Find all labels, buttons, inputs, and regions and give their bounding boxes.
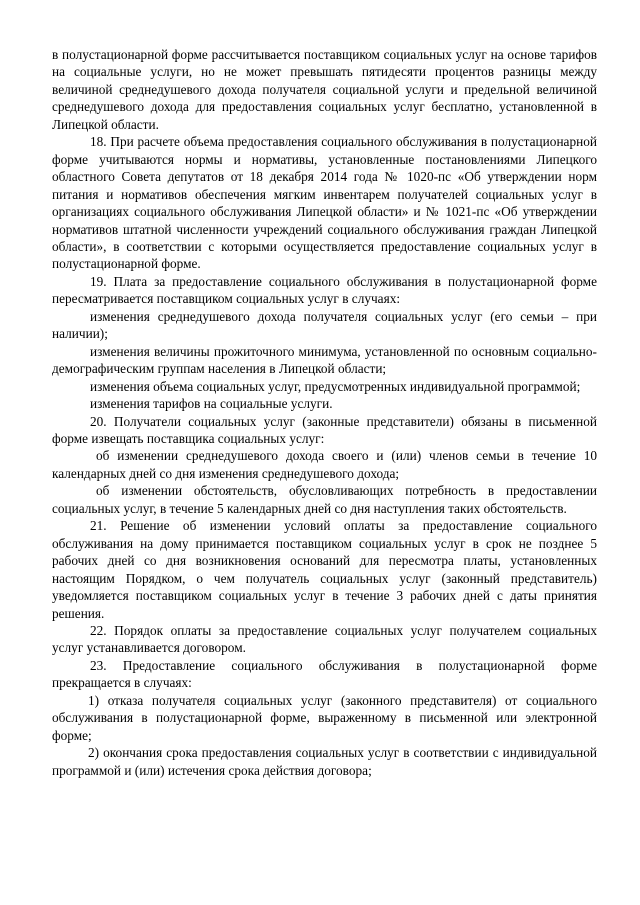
paragraph-19-item-tariffs: изменения тарифов на социальные услуги. [90, 396, 333, 412]
paragraph-19: 19. Плата за предоставление социального обслуживания в полустационарной форме пересматривается поставщиком социальных услуг в случаях: [52, 273, 597, 307]
paragraph-22: 22. Порядок оплаты за предоставление социальных услуг получателем социальных услуг устанавливается договором. [52, 622, 597, 656]
paragraph-20-item-income: об изменении среднедушевого дохода своего и (или) членов семьи в течение 10 календарных дней со дня изменения среднедушевого дохода; [52, 448, 597, 481]
paragraph-23-item-1: 1) отказа получателя социальных услуг (законного представителя) от социального обслуживания в полустационарной форме, выраженному в письменной или электронной форме; [52, 692, 597, 743]
paragraph-continuation: в полустационарной форме рассчитывается поставщиком социальных услуг на основе тарифов на социальные услуги, но не может превышать пятидесяти процентов разницы между величиной среднедушевого дохода получателя социальной услуги и предельной величиной среднедушевого дохода для предоставления социальных услуг бесплатно, установленной в Липецкой области. [52, 47, 597, 132]
paragraph-19-item-minimum: изменения величины прожиточного минимума, установленной по основным социально-демографическим группам населения в Липецкой области; [52, 343, 597, 377]
paragraph-20: 20. Получатели социальных услуг (законные представители) обязаны в письменной форме извещать поставщика социальных услуг: [52, 413, 597, 446]
paragraph-23-item-2: 2) окончания срока предоставления социальных услуг в соответствии с индивидуальной программой и (или) истечения срока действия договора; [52, 745, 597, 778]
paragraph-19-item-income: изменения среднедушевого дохода получателя социальных услуг (его семьи – при наличии); [52, 308, 597, 342]
paragraph-23: 23. Предоставление социального обслуживания в полустационарной форме прекращается в случаях: [52, 657, 597, 691]
paragraph-19-item-volume: изменения объема социальных услуг, предусмотренных индивидуальной программой; [90, 378, 581, 394]
paragraph-20-item-circumstances: об изменении обстоятельств, обусловливающих потребность в предоставлении социальных услуг, в течение 5 календарных дней со дня наступления таких обстоятельств. [52, 483, 597, 516]
paragraph-21: 21. Решение об изменении условий оплаты за предоставление социального обслуживания на дому принимается поставщиком социальных услуг в срок не позднее 5 рабочих дней со дня возникновения оснований для пересмотра платы, установленных настоящим Порядком, о чем получатель социальных услуг (законный представитель) уведомляется поставщиком социальных услуг в течение 3 рабочих дней с даты принятия решения. [52, 518, 597, 621]
paragraph-18: 18. При расчете объема предоставления социального обслуживания в полустационарной форме учитываются нормы и нормативы, установленные постановлениями Липецкого областного Совета депутатов от 18 декабря 2014 года № 1020-пс «Об утверждении норм питания и нормативов обеспечения мягким инвентарем получателей социальных услуг в организациях социального обслуживания Липецкой области» и № 1021-пс «Об утверждении нормативов штатной численности учреждений социального обслуживания граждан Липецкой области», в соответствии с которыми осуществляется предоставление социальных услуг в полустационарной форме. [52, 134, 597, 272]
